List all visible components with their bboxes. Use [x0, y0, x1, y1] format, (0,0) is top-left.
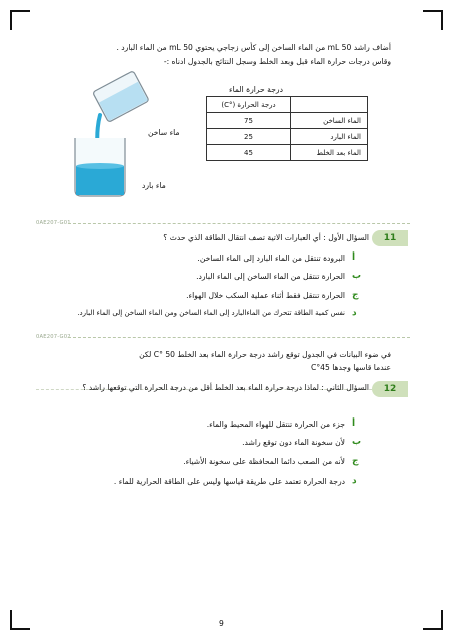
table-row-value: 25: [207, 129, 291, 145]
q11-option-a-text: البرودة تنتقل من الماء البارد إلى الماء الساخن.: [197, 254, 345, 263]
q12-question: السؤال الثاني : لماذا درجة حرارة الماء بعد الخلط أقل من درجة الحرارة التي توقعها راشد ؟: [82, 383, 369, 392]
intro-line-1: أضاف راشد 50 mL من الماء الساخن إلى كأس زجاجي يحتوي 50 mL من الماء البارد .: [116, 43, 391, 52]
q12-option-b-letter: ب: [352, 437, 362, 447]
q12-context-line-2: عندما قاسها وجدها 45°C: [311, 363, 391, 372]
table-row-value: 75: [207, 113, 291, 129]
q11-option-c-letter: ج: [352, 290, 359, 300]
table-header-cell: درجة الحرارة (°C): [207, 97, 291, 113]
crop-mark-br-v: [441, 610, 443, 630]
q12-option-d-letter: د: [352, 476, 357, 486]
q11-option-b-letter: ب: [352, 271, 362, 281]
q11-option-a-letter: أ: [352, 253, 356, 263]
q12-option-a-text: جزء من الحرارة تنتقل للهواء المحيط والماء.: [206, 420, 345, 429]
hot-water-label: ماء ساخن: [148, 128, 180, 137]
table-row: [207, 113, 368, 129]
cold-water-label: ماء بارد: [142, 181, 166, 190]
crop-mark-bl-v: [10, 610, 12, 630]
q11-option-c-text: الحرارة تنتقل فقط أثناء عملية السكب خلال الهواء.: [186, 291, 345, 300]
crop-mark-tr-v: [441, 10, 443, 30]
table-row-label: الماء البارد: [291, 129, 368, 145]
q11-option-d-text: نفس كمية الطاقة تتحرك من الماءالبارد إلى الماء الساخن ومن الماء الساخن إلى الماء البارد.: [77, 309, 345, 317]
q12-option-c-text: لأنه من الصعب دائما المحافظة على سخونة الأشياء.: [183, 457, 345, 466]
crop-mark-tl-v: [10, 10, 12, 30]
table-header-row: [207, 97, 368, 113]
q11-option-d-letter: د: [352, 308, 357, 318]
q12-context-line-1: في ضوء البيانات في الجدول توقع راشد درجة حرارة الماء بعد الخلط 50 °C لكن: [139, 350, 391, 359]
table-row: [207, 145, 368, 161]
page-number: 9: [219, 619, 224, 628]
table-header-empty: [291, 97, 368, 113]
table-row-label: الماء الساخن: [291, 113, 368, 129]
table-row: [207, 129, 368, 145]
q12-option-d-text: درجة الحرارة تعتمد على طريقة قياسها وليس على الطاقة الحرارية للماء .: [113, 477, 345, 486]
table-row-value: 45: [207, 145, 291, 161]
q12-divider: [68, 337, 410, 338]
q12-item-code: 0AE207-G02: [36, 334, 71, 340]
crop-mark-bl-h: [10, 628, 30, 630]
q12-option-c-letter: ج: [352, 456, 359, 466]
crop-mark-tl-h: [10, 10, 30, 12]
temperature-table: [206, 96, 368, 161]
table-row-label: الماء بعد الخلط: [291, 145, 368, 161]
q11-number-badge: 11: [372, 230, 408, 246]
q12-option-a-letter: أ: [352, 419, 356, 429]
crop-mark-br-h: [423, 628, 443, 630]
q11-question: السؤال الأول : أي العبارات الاتية تصف انتقال الطاقة الذي حدث ؟: [163, 233, 369, 242]
table-caption: درجة حرارة الماء: [229, 85, 283, 94]
crop-mark-tr-h: [423, 10, 443, 12]
intro-line-2: وقاس درجات حرارة الماء قبل وبعد الخلط وسجل النتائج بالجدول ادناه :-: [163, 57, 391, 66]
q12-number-badge: 12: [372, 381, 408, 397]
q12-option-b-text: لأن سخونة الماء دون توقع راشد.: [242, 438, 345, 447]
q11-option-b-text: الحرارة تنتقل من الماء الساخن إلى الماء البارد.: [196, 272, 345, 281]
q11-divider: [68, 223, 410, 224]
q11-item-code: 0AE207-G01: [36, 220, 71, 226]
